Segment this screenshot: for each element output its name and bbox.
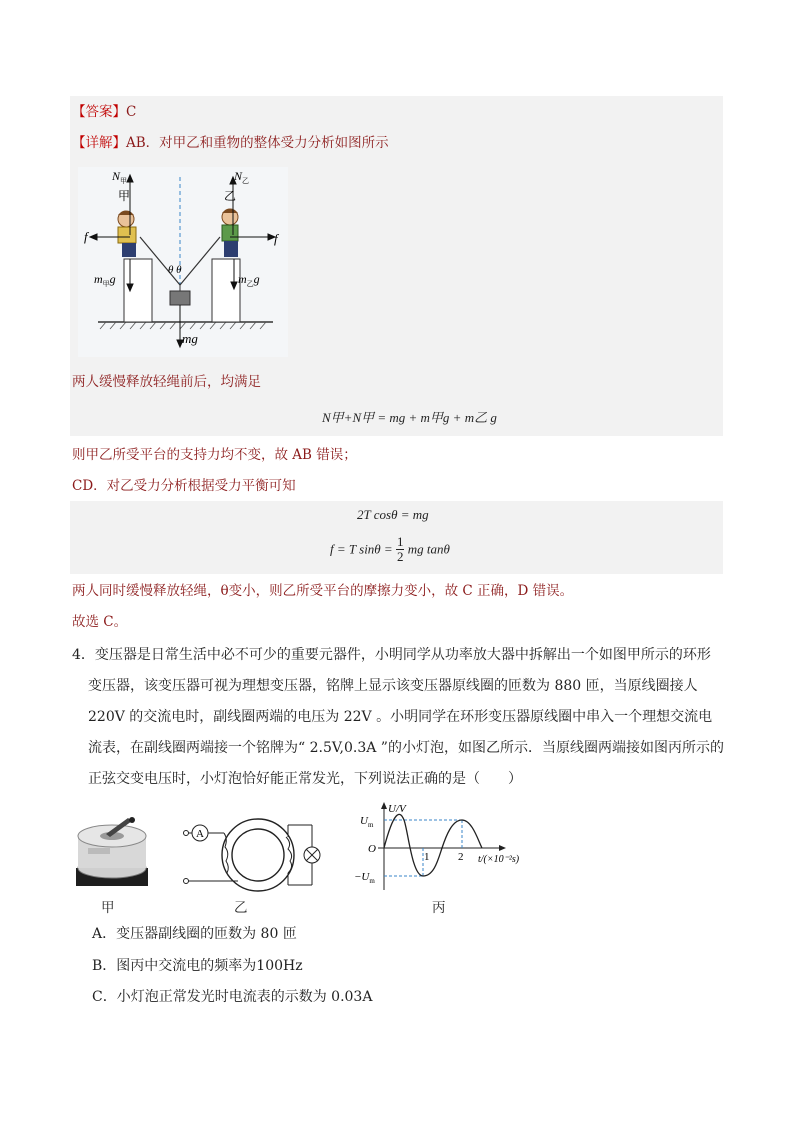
equation-2: 2T cosθ = mg: [357, 507, 429, 522]
para2: 则甲乙所受平台的支持力均不变，故 AB 错误；: [72, 447, 357, 463]
answer-value: C: [126, 104, 137, 120]
axis-x-label: t/(×10⁻²s): [478, 854, 520, 865]
m-jia-label: m: [94, 272, 103, 286]
origin-label: O: [368, 843, 376, 855]
eq3-den: 2: [396, 549, 404, 564]
tick-1: 1: [424, 851, 430, 863]
para3: CD．对乙受力分析根据受力平衡可知: [72, 478, 296, 494]
caption-jia: 甲: [101, 900, 115, 916]
equation-1: N甲+N甲 = mg + m甲g + m乙 g: [322, 410, 497, 425]
theta-label: θ θ: [168, 264, 182, 276]
mg-label: mg: [182, 331, 198, 346]
circuit-diagram: [178, 815, 328, 895]
option-c: C．小灯泡正常发光时电流表的示数为 0.03A: [92, 989, 373, 1005]
left-platform: [124, 259, 152, 322]
tick-2: 2: [458, 851, 464, 863]
eq3-left: f = T sinθ =: [330, 541, 393, 557]
svg-text:Um: $U_m$: [360, 815, 374, 829]
answer-tag: 【答案】: [72, 104, 126, 120]
label-jia: 甲: [118, 189, 131, 203]
voltage-graph: [350, 800, 540, 895]
right-platform: [212, 259, 240, 322]
caption-bing: 丙: [432, 900, 446, 916]
ammeter-label: A: [196, 828, 204, 840]
answer-line: [72, 102, 136, 122]
n-jia-label: N: [112, 169, 121, 183]
svg-text:N乙: $N_乙$: [234, 169, 250, 185]
force-diagram: [78, 167, 288, 357]
option-b: B．图丙中交流电的频率为100Hz: [92, 958, 303, 974]
eq3-num: 1: [396, 534, 404, 549]
transformer-photo: [70, 812, 152, 890]
f-right-label: f: [274, 231, 278, 246]
svg-text:m甲g: $m_甲g$: [94, 272, 116, 288]
svg-text:N甲: $N_甲$: [112, 169, 128, 185]
m-yi-label: m: [238, 272, 247, 286]
detail-line: [72, 133, 389, 153]
f-left-label: f: [84, 229, 88, 244]
equation-3: [330, 535, 450, 564]
n-yi-label: N: [234, 169, 243, 183]
caption-yi: 乙: [234, 900, 248, 916]
axis-y-label: U/V: [388, 803, 406, 815]
question-number: 4．: [72, 647, 95, 663]
para5: 故选 C。: [72, 614, 128, 630]
para1: 两人缓慢释放轻绳前后，均满足: [72, 374, 261, 390]
svg-text:m乙g: $m_乙g$: [238, 272, 260, 288]
detail-tag: 【详解】: [72, 135, 126, 151]
label-yi: 乙: [224, 189, 237, 203]
neg-um-label: −U: [354, 871, 370, 883]
question-text: 变压器是日常生活中必不可少的重要元器件，小明同学从功率放大器中拆解出一个如图甲所示的环形变压器，该变压器可视为理想变压器，铭牌上显示该变压器原线圈的匝数为 880 匝，当原线圈接人 220V 的交流电时，副线圈两端的电压为 22V 。小明同学在环形变压器原线圈中串入一个理想交流电流表，在副线圈两端接一个铭牌为“ 2.5V,0.3A ”的小灯泡，如图乙所示．当原线圈两端接如图丙所示的正弦交变电压时，小灯泡恰好能正常发光，下列说法正确的是（ ）: [88, 647, 724, 787]
sine-curve: [384, 814, 482, 876]
svg-text:−Um: $-U_m$: [354, 871, 375, 885]
weight-block: [170, 291, 190, 305]
person-yi: [222, 209, 238, 257]
um-label: U: [360, 815, 368, 827]
detail-text: AB．对甲乙和重物的整体受力分析如图所示: [126, 135, 389, 151]
option-a: A．变压器副线圈的匝数为 80 匝: [92, 926, 297, 942]
question-4: [72, 640, 724, 795]
eq3-right: mg tanθ: [407, 541, 450, 557]
para4: 两人同时缓慢释放轻绳，θ变小，则乙所受平台的摩擦力变小，故 C 正确，D 错误。: [72, 583, 574, 599]
